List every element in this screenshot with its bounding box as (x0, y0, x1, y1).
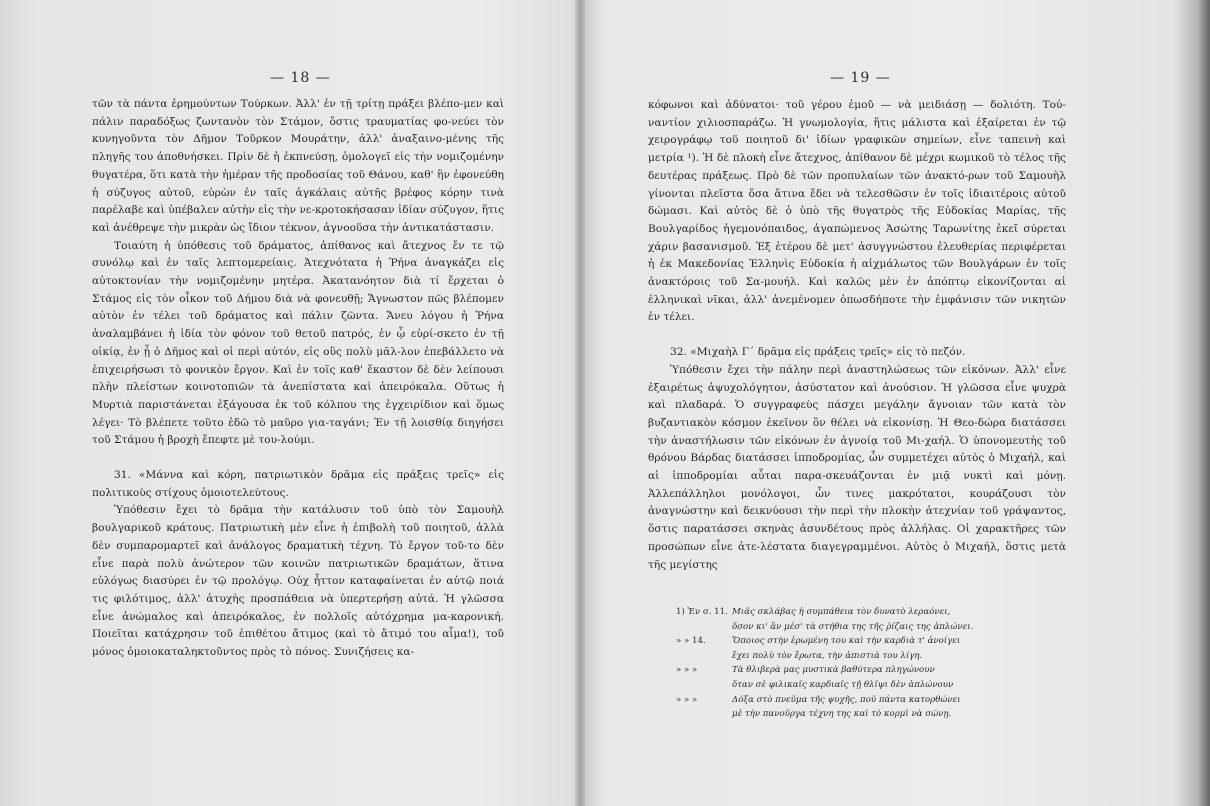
left-page (0, 0, 580, 806)
right-page-text (648, 97, 1066, 574)
footnote: » » » Τὰ θλιβερὰ μας μυστικὰ βαθύτερα πληγώνουν ὅταν σὲ φιλικαῖς καρδιαῖς τῇ θλῖψι δὲν ἁπλώνουν (676, 665, 954, 690)
footnote: 1) Ἐν σ. 11. Μιᾶς σκλάβας ἡ συμπάθεια τὸν δυνατὸ λεραόνει, ὅσον κι' ἂν μέσ' τὰ στήθια της τῆς ῥίζαις της ἁπλώνει. (676, 607, 974, 632)
paragraph: Τοιαύτη ἡ ὑπόθεσις τοῦ δράματος, ἀπίθανος καὶ ἄτεχνος ἔν τε τῷ συνόλῳ καὶ ἐν ταῖς λεπτομερείαις. Ἀτεχνότατα ἡ Ῥήνα ἀναγκάζει εἰς αὐτοκτονίαν τὴν νομιζομένην μητέρα. Ἀκατανόητον διὰ τί ἔρχεται ὁ Στάμος εἰς τὸν οἶκον τοῦ Δήμου διὰ νὰ φονευθῇ; Ἄγνωστον πῶς βλέπομεν αὐτὸν ἐν τέλει τοῦ δράματος καὶ πάλιν ζῶντα. Ἄνευ λόγου ἡ Ῥήνα ἀναλαμβάνει ἡ ἰδία τὸν φόνον τοῦ θετοῦ πατρός, ἐν ᾧ εὑρί-σκετο ἐν τῇ οἰκίᾳ, ἐν ᾗ ὁ Δῆμος καὶ οἱ περὶ αὐτόν, εἰς οὓς πολὺ μᾶλ-λον ἐπεβάλλετο νὰ ἐπιχειρήσωσι τὸ φονικὸν ἔργον. Καὶ ἐν τοῖς καθ' ἕκαστον δὲ δὲν λείπουσι πλὴν πλείστων κοινοτοπιῶν τὰ ἀνεπίστατα καὶ ἀπειρόκαλα. Οὕτως ἡ Μυρτιὰ παριστάνεται ἐξάγουσα ἐκ τοῦ κόλπου της ἐγχειρίδιον καὶ ὅμως λέγει· Τὸ βλέπετε τοῦτο ἐδῶ τὸ μαῦρο για-ταγάνι; Ἐν τῇ λοισθίᾳ διηγήσει τοῦ Στάμου ἡ βροχὴ ἔπεφτε μὲ του-λούμι. (92, 239, 504, 447)
left-page-text (92, 96, 504, 662)
footnote: » » 14. Ὅποιος στὴν ἐρωμένη του καὶ τὴν καρδιὰ τ' ἀνοίγει ἔχει πολὺ τὸν ἔρωτα, τὴν ἀπιστιὰ του λίγη. (676, 636, 961, 661)
page-number-right: — 19 — (830, 70, 891, 86)
footnotes (676, 605, 1046, 722)
section-heading-31: 31. «Μάννα καὶ κόρη, πατριωτικὸν δρᾶμα εἰς πράξεις τρεῖς» εἰς πολιτικοὺς στίχους ὁμοιοτελεύτους. (92, 469, 504, 499)
footnote: » » » Δόξα στὸ πνεῦμα τῆς ψυχῆς, ποῦ πάντα κατορθώνει μὲ τὴν πανοῦργα τέχνη της καὶ τὸ κορμὶ νὰ σώνῃ. (676, 694, 961, 720)
right-page (580, 0, 1210, 806)
paragraph: Ὑπόθεσιν ἔχει τὸ δρᾶμα τὴν κατάλυσιν τοῦ ὑπὸ τὸν Σαμουὴλ βουλγαρικοῦ κράτους. Πατριωτικὴ μὲν εἶνε ἡ ἐπιβολὴ τοῦ ποιητοῦ, ἀλλὰ δὲν συμπαρομαρτεῖ καὶ ἀνάλογος δραματικὴ τέχνη. Τὸ ἔργον τοῦ-το δὲν εἶνε παρὰ πολὺ ἀνώτερον τῶν κοινῶν πατριωτικῶν δραμάτων, ἅτινα εὐλόγως διασύρει ἐν τῷ προλόγῳ. Οὐχ ἧττον καταφαίνεται ἐν αὐτῷ ποιά τις φιλότιμος, ἀλλ' ἀτυχὴς προσπάθεια νὰ ὑπερτερήσῃ αὐτά. Ἡ γλῶσσα εἶνε ἀνώμαλος καὶ ἀπειρόκαλος, ἐν πολλοῖς αὐτόχρημα μα-καρονική. Ποιεῖται κατάχρησιν τοῦ ἐπιθέτου ἄτιμος (καὶ τὸ ἄτιμό του αἷμα!), τοῦ μόνος ὁμοιοκαταληκτοῦντος πρὸς τὸ πόνος. Συνιζήσεις κα- (92, 504, 504, 659)
page-number-left: — 18 — (270, 70, 331, 86)
paragraph: Ὑπόθεσιν ἔχει τὴν πάλην περὶ ἀναστηλώσεως τῶν εἰκόνων. Ἀλλ' εἶνε ἐξαιρέτως ἀψυχολόγητον, ἀσύστατον καὶ ἀνούσιον. Ἡ γλῶσσα εἶνε ψυχρὰ καὶ πλαδαρά. Ὁ συγγραφεὺς πάσχει μεγάλην ἄγνοιαν τῶν κατὰ τὸν βυζαντιακὸν κόσμον ἐκεῖνον ὃν θέλει νὰ εἰκονίσῃ. Ἡ Θεο-δώρα διατάσσει τὴν ἀναστήλωσιν τῶν εἰκόνων ἐν ἀγνοίᾳ τοῦ Μι-χαήλ. Ὁ ὑπονομευτὴς τοῦ θρόνου Βάρδας διατάσσει ἱπποδρομίας, ὧν συμμετέχει αὐτὸς ὁ Μιχαήλ, καὶ αἱ ἱπποδρομίαι αὗται παρα-σκευάζονται ἐν μιᾷ νυκτὶ καὶ μόνῃ. Ἀλλεπάλληλοι μονόλογοι, ὧν τινες μακρότατοι, κουράζουσι τὸν ἀναγνώστην καὶ δεικνύουσι τὴν περὶ τὴν πλοκὴν ἀτεχνίαν τοῦ γράψαντος, ὅστις παρατάσσει σκηνὰς ἀσυνδέτους πρὸς ἀλλήλας. Οἱ χαρακτῆρες τῶν προσώπων εἶνε ἀτε-λέστατα διαγεγραμμένοι. Αὐτὸς ὁ Μιχαήλ, ὅστις μετὰ τῆς μεγίστης (648, 363, 1066, 571)
section-heading-32: 32. «Μιχαὴλ Γ΄ δρᾶμα εἰς πράξεις τρεῖς» εἰς τὸ πεζόν. (670, 346, 966, 359)
paragraph: τῶν τὰ πάντα ἐρημούντων Τούρκων. Ἀλλ' ἐν τῇ τρίτῃ πράξει βλέπο-μεν καὶ πάλιν παραδόξως ζωντανὸν τὸν Στάμον, ὅστις τραυματίας φο-νεύει τὸν κυνηγοῦντα τὸν Δῆμον Τοῦρκον Μουράτην, ἀλλ' ἀναξαινο-μένης τῆς πληγῆς του ἀποθνήσκει. Πρὶν δὲ ἡ ἐκπνεύσῃ, ὁμολογεῖ εἰς τὴν νομιζομένην θυγατέρα, ὅτι κατὰ τὴν ἡμέραν τῆς προδοσίας τοῦ Θάνου, καθ' ἣν ἐφονεύθη ἡ σύζυγος αὐτοῦ, εὑρὼν ἐν ταῖς ἀγκάλαις αὐτῆς βρέφος κόρην τινὰ παρέλαβε καὶ ὑπέβαλεν αὐτὴν εἰς τὴν νε-κροτοκήσασαν ἰδίαν σύζυγον, ἥτις καὶ ἀνέθρεψε τὴν μικρὰν ὡς ἴδιον τέκνον, ἀγνοοῦσα τὴν ἀντικατάστασιν. (92, 98, 504, 234)
paragraph: κόφωνοι καὶ ἀδύνατοι· τοῦ γέρου ἐμοῦ — νὰ μειδιάσῃ — δολιότη. Τοὐ-ναντίον χιλιοσπαράζω. Ἡ γνωμολογία, ἥτις μάλιστα καὶ ἐξαίρεται ἐν τῷ χειρογράφῳ τοῦ ποιητοῦ δι' ἰδίων γραφικῶν σημείων, εἶνε ταπεινὴ καὶ μετρία ¹). Ἡ δὲ πλοκὴ εἶνε ἄτεχνος, ἀπίθανον δὲ μέχρι κωμικοῦ τὸ τέλος τῆς δευτέρας πράξεως. Πρὸ δὲ τῶν προπυλαίων τῶν ἀνακτό-ρων τοῦ Σαμουὴλ γίνονται πλεῖστα ὅσα ἅτινα ἔδει νὰ τελεσθῶσιν ἐν τοῖς ἰδιαιτέροις αὐτοῦ δώμασι. Καὶ αὐτὸς δὲ ὁ ὑπὸ τῆς θυγατρὸς τῆς Εὐδοκίας Μαρίας, τῆς Βουλγαρίδος ἡγεμονόπαιδος, ἀγαπώμενος Ἀσώτης Ταρωνίτης ἐκεῖ σύρεται χάριν βασανισμοῦ. Ἐξ ἑτέρου δὲ μετ' ἀσυγγνώστου ἐλευθερίας περιφέρεται ἡ ἐκ Μακεδονίας Ἑλληνὶς Εὐδοκία ἡ αἰχμάλωτος τῶν Βουλγάρων ἐν τοῖς ἀνακτόροις τοῦ Σα-μουήλ. Καὶ καλῶς μὲν ἐν ἀπόπτῳ εἰκονίζονται αἱ ἑλληνικαὶ νῖκαι, ἀλλ' ἀνεμένομεν ὁπωσδήποτε τὴν ἐμφάνισιν τῶν νικητῶν ἐν τέλει. (648, 99, 1066, 324)
